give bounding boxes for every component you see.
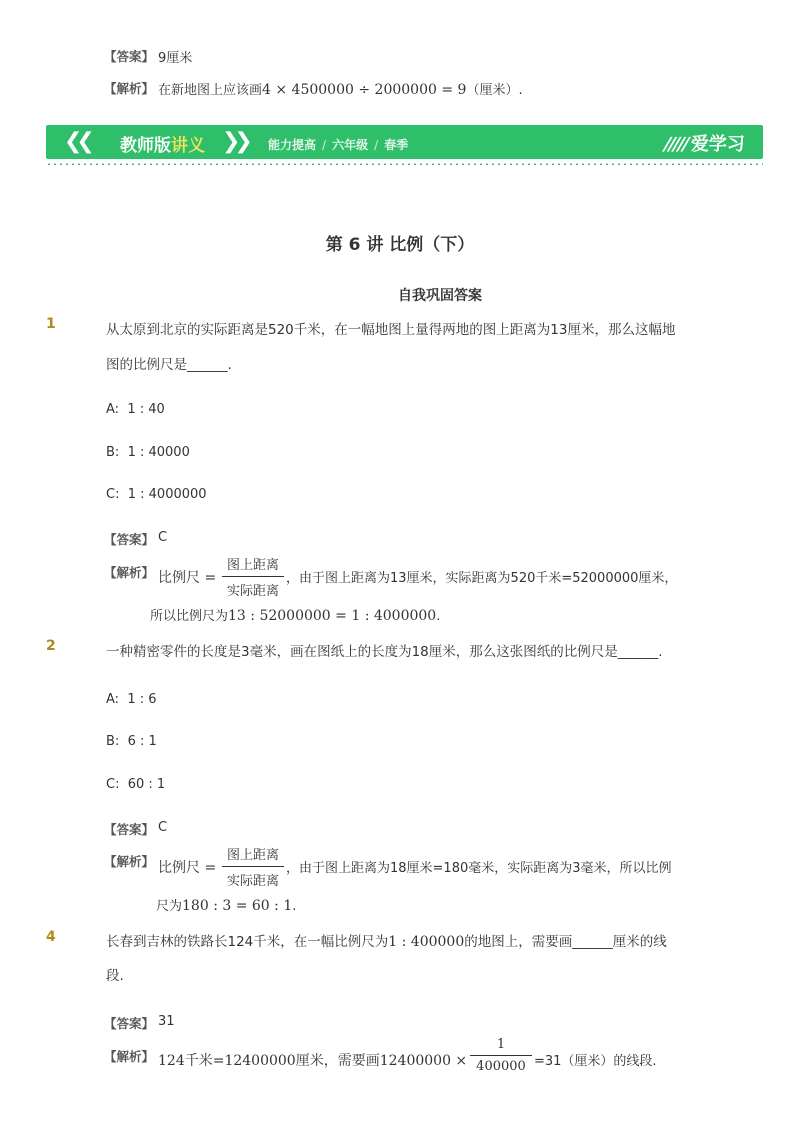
option-c[interactable]: [106, 777, 165, 792]
question-text: [106, 930, 667, 950]
brand-mark-icon: /////: [661, 134, 690, 155]
option-text: 1 : 40: [127, 402, 165, 417]
chevron-right-icon: ❯❯: [222, 129, 247, 154]
breadcrumb-sep: /: [322, 138, 327, 152]
option-text: 6 : 1: [127, 734, 157, 749]
answer-value: C: [158, 820, 168, 835]
option-c[interactable]: [106, 487, 207, 502]
analysis-math: 13 : 52000000 = 1 : 4000000: [228, 608, 437, 624]
analysis-prefix: 在新地图上应该画: [158, 83, 263, 98]
answer-value: 9厘米: [158, 51, 193, 66]
breadcrumb-item: 春季: [384, 138, 409, 152]
answer-value: C: [158, 530, 168, 545]
fraction: [222, 554, 284, 599]
option-a[interactable]: [106, 402, 165, 417]
option-letter: B:: [106, 445, 120, 460]
fraction-numerator: 图上距离: [226, 848, 279, 863]
analysis-end: .: [292, 899, 297, 914]
banner-title: [120, 131, 205, 156]
option-letter: C:: [106, 487, 120, 502]
answer-value: 31: [158, 1014, 175, 1029]
banner-title-main: 教师版: [120, 136, 171, 156]
fraction: [222, 844, 284, 889]
analysis-math: 12400000 ×: [379, 1053, 468, 1069]
section-title: 自我巩固答案: [398, 288, 482, 304]
answer-tag: 【答案】: [104, 1016, 155, 1031]
option-b[interactable]: [106, 734, 157, 749]
breadcrumb-sep: /: [374, 138, 379, 152]
banner-dotted-rule: [46, 163, 763, 165]
analysis-tag: 【解析】: [104, 854, 155, 869]
fraction-numerator: 1: [496, 1037, 506, 1052]
analysis-tag: 【解析】: [104, 565, 155, 580]
analysis-tag: 【解析】: [104, 1049, 155, 1064]
breadcrumb: [268, 136, 408, 153]
question-text-b: 的地图上，需要画______厘米的线: [464, 934, 667, 950]
analysis-line: [150, 605, 440, 624]
question-number: 2: [46, 638, 56, 654]
question-number: 1: [46, 316, 56, 332]
analysis-text: [158, 1050, 467, 1070]
breadcrumb-item: 能力提高: [268, 138, 317, 152]
analysis-text: ，由于图上距离为18厘米=180毫米，实际距离为3毫米，所以比例: [286, 861, 672, 876]
fraction-denominator: 实际距离: [226, 584, 279, 599]
option-text: 1 : 6: [127, 692, 157, 707]
answer-tag: 【答案】: [104, 49, 155, 64]
question-text-a: 长春到吉林的铁路长124千米，在一幅比例尺为: [106, 934, 389, 950]
option-letter: A:: [106, 402, 120, 417]
answer-tag: 【答案】: [104, 532, 155, 547]
chevron-left-icon: ❮❮: [64, 129, 89, 154]
answer-tag: 【答案】: [104, 822, 155, 837]
analysis-text: [158, 79, 523, 98]
analysis-end: .: [436, 609, 441, 624]
option-letter: A:: [106, 692, 120, 707]
fraction-denominator: 实际距离: [226, 874, 279, 889]
analysis-text: =31（厘米）的线段.: [534, 1054, 657, 1069]
formula-lhs: 比例尺 =: [158, 860, 217, 876]
option-text: 60 : 1: [127, 777, 166, 792]
analysis-text: 所以比例尺为: [150, 609, 229, 624]
analysis-text: ，由于图上距离为13厘米，实际距离为520千米=52000000厘米，: [286, 571, 678, 586]
fraction-denominator: 400000: [476, 1059, 526, 1074]
question-text: 图的比例尺是______.: [106, 357, 232, 373]
analysis-math: 180 : 3 = 60 : 1: [182, 898, 293, 914]
analysis-line: [156, 895, 296, 914]
breadcrumb-item: 六年级: [332, 138, 369, 152]
option-a[interactable]: [106, 692, 157, 707]
brand-name: 爱学习: [690, 134, 745, 155]
analysis-tag: 【解析】: [104, 81, 155, 96]
brand-logo: [661, 130, 745, 156]
analysis-suffix: （厘米）.: [466, 83, 523, 98]
formula-lhs: 比例尺 =: [158, 570, 217, 586]
question-text: 一种精密零件的长度是3毫米，画在图纸上的长度为18厘米，那么这张图纸的比例尺是______.: [106, 644, 663, 660]
option-letter: B:: [106, 734, 120, 749]
option-text: 1 : 4000000: [127, 487, 207, 502]
question-text: 从太原到北京的实际距离是520千米，在一幅地图上量得两地的图上距离为13厘米，那么这幅地: [106, 322, 676, 338]
question-text: 段.: [106, 968, 124, 984]
question-math: 1 : 400000: [388, 934, 465, 950]
option-letter: C:: [106, 777, 120, 792]
fraction-numerator: 图上距离: [226, 558, 279, 573]
lecture-title: 第 6 讲 比例（下）: [325, 235, 475, 255]
analysis-text-a: 124千米=12400000厘米，需要画: [158, 1053, 380, 1069]
option-b[interactable]: [106, 445, 190, 460]
analysis-text: 尺为: [156, 899, 183, 914]
fraction: [470, 1037, 532, 1074]
option-text: 1 : 40000: [127, 445, 190, 460]
analysis-math: 4 × 4500000 ÷ 2000000 = 9: [262, 82, 467, 98]
banner-title-accent: 讲义: [171, 136, 205, 156]
question-number: 4: [46, 929, 56, 945]
